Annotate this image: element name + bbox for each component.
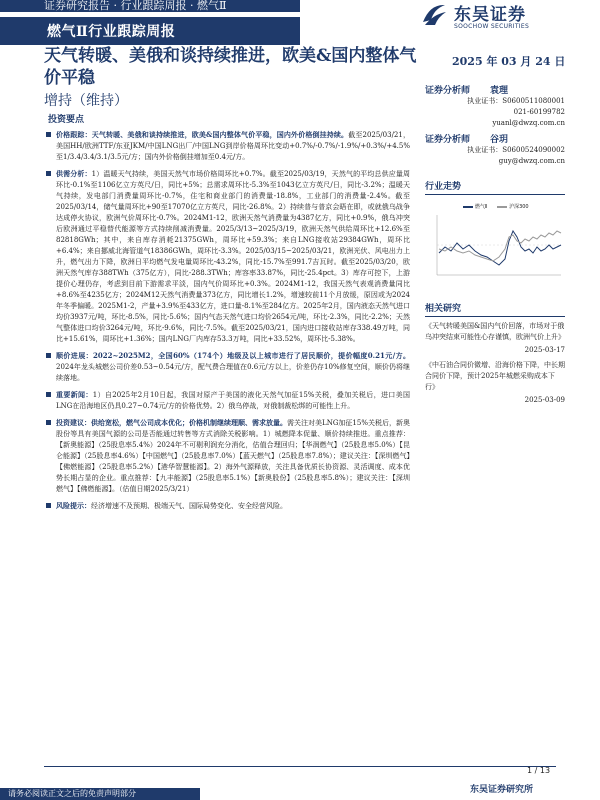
bullet-head: 价格跟踪：天气转暖、美俄和谈持续推进，欧美&国内整体气价平稳，国内外价格倒挂持续。 xyxy=(56,130,349,139)
report-date: 2025 年 03 月 24 日 xyxy=(452,55,566,68)
bullet-body: 1）温暖天气持续，美国天然气市场价格周环比+0.7%。截至2025/03/19，天然气的平均总供应量周环比-0.1%至1106亿立方英尺/日，同比+5%；总需求周环比-5.3%至1043亿立方英尺/日，同比-3.2%；温暖天气持续，发电部门消费量周环比-0.7%，住宅和商业部门的消费量-18.8%，工业部门的消费量-2.4%。截至2025/03/14，储气量周环比+90至17070亿立方英尺，同比-26.8%。2）持续普与普京会晤在即，或就俄乌战争达成停火协议，欧洲气价周环比-0.7%。2024M1-12，欧洲天然气消费量为4387亿方，同比+0.9%，俄乌冲突后欧洲通过平稳替代能源等方式持续削减消费量。2025/3/13~2025/3/19，欧洲天然气供给周环比+12.6%至82818GWh；其中，来自库存消耗21375GWh，周环比+59.3%；来自LNG接收站29384GWh，周环比+6.4%；来自挪威北海管道气18386GWh，周环比-3.3%。2025/03/15~2025/03/21，欧洲光伏、风电出力上升，燃气出力下降，欧洲日平均燃气发电量周环比-43.2%，同比-15.7%至991.7吉瓦时。截至2025/03/20，欧洲天然气库存388TWh（375亿方），同比-288.3TWh；库容率33.87%，同比-25.4pct。3）库存可控下，上游提价心理仍存，考虑到目前下游需求平淡，国内气价周环比+0.3%。2024M1-12，我国天然气表观消费量同比+8.6%至4235亿方；2024M12天然气消费量373亿方，同比增长1.2%，增速较前11个月放缓，原因或为2024年冬季偏暖。2025M1-2，产量+3.9%至433亿方，进口量-8.1%至284亿方。2025年2月，国内液态天然气进口均价3937元/吨，环比-8.5%，同比-5.6%；国内气态天然气进口均价2654元/吨，环比-2.3%，同比-2.2%；天然气整体进口均价3264元/吨，环比-9.6%，同比-7.5%。截至2025/03/21，国内进口接收站库存338.49万吨，同比+15.61%，周环比+1.36%；国内LNG厂内库存53.3万吨，同比+33.52%，周环比-5.38%。 xyxy=(56,170,411,343)
trend-legend xyxy=(463,203,537,210)
key-points-section xyxy=(44,112,410,517)
report-type-bar xyxy=(0,17,300,45)
analyst-1-email: yuanl@dwzq.com.cn xyxy=(492,119,565,127)
bullet-head: 重要新闻： xyxy=(56,390,93,399)
bullet-square-icon xyxy=(46,420,51,425)
legend-swatch xyxy=(463,206,473,208)
related-report-2-date: 2025-03-09 xyxy=(524,396,565,404)
analyst-1-phone: 021-60199782 xyxy=(513,108,565,116)
analyst-2-cert: 执业证书：S0600524090002 xyxy=(467,146,565,154)
disclaimer-banner[interactable]: 请务必阅读正文之后的免责声明部分 xyxy=(0,788,200,800)
bullet-head: 投资建议：供给宽松，燃气公司成本优化；价格机制继续理顺、需求放量。 xyxy=(56,418,288,427)
bullet-risk-warning xyxy=(44,500,410,512)
bullet-body: 截至2025/03/21，美国HH/欧洲TTF/东亚JKM/中国LNG出厂/中国LNG到岸价格周环比变动+0.7%/-0.7%/-1.9%/+0.3%/+4.5%至1/3.4/3.4/3.1/3.5元/方；国内外价格倒挂增加至0.4元/方。 xyxy=(56,131,410,161)
bullet-important-news xyxy=(44,389,410,412)
report-type-label: 燃气Ⅱ行业跟踪周报 xyxy=(47,24,176,40)
index-trend-line xyxy=(439,231,561,261)
bullet-head: 供需分析： xyxy=(56,169,92,178)
company-logo xyxy=(412,0,572,40)
key-points-label: 投资要点 xyxy=(48,115,85,125)
bullet-body: 1）自2025年2月10日起，我国对原产于美国的液化天然气加征15%关税，叠加关税后，进口美国LNG在沿海地区仍具0.27~0.74元/方的价格优势。2）俄乌停战，对俄制裁松绑的可能性上升。 xyxy=(56,391,411,410)
related-report-1[interactable]: 《天气转暖美国&国内气价回落，市场对于俄乌冲突结束可能性心存谨慎，欧洲气价上升》 xyxy=(425,322,565,341)
footer-divider xyxy=(44,766,556,767)
legend-label: 燃气Ⅱ xyxy=(475,204,488,210)
logo-mark-icon xyxy=(420,0,448,28)
analyst-role: 证券分析师 xyxy=(425,86,471,96)
report-title: 天气转暖、美俄和谈持续推进，欧美&国内整体气价平稳 xyxy=(44,46,417,88)
legend-item-index xyxy=(497,203,529,210)
trend-chart xyxy=(425,201,565,289)
analyst-1-heading xyxy=(425,83,565,96)
bullet-investment-advice xyxy=(44,417,410,495)
report-category-strip: 证券研究报告 · 行业跟踪周报 · 燃气Ⅱ xyxy=(0,0,300,12)
footer-org: 东吴证券研究所 xyxy=(470,785,534,795)
bullet-price-tracking xyxy=(44,129,410,163)
legend-swatch xyxy=(497,206,507,208)
legend-item-sector xyxy=(463,203,487,210)
bullet-square-icon xyxy=(46,353,51,358)
bullet-square-icon xyxy=(46,171,51,176)
report-rating: 增持（维持） xyxy=(44,93,128,109)
bullet-square-icon xyxy=(46,392,51,397)
bullet-pricing-progress xyxy=(44,350,410,384)
bullet-body: 需关注对美LNG加征15%关税后，新奥股份等具有美国气源的公司是否能通过转售等方式消除关税影响。1）城燃降本促量、顺价持续推进。重点推荐：【新奥能源】（25股息率5.4%）2024年不可剔利润充分消化，估值合理回归；【华润燃气】（25股息率5.0%）【昆仑能源】（25股息率4.6%）【中国燃气】（25股息率7.0%）【蓝天燃气】（25股息率7.8%）；建议关注：【深圳燃气】【佛燃能源】（25股息率5.2%）【港华智慧能源】。2）海外气源释放，关注具备优质长协资源、灵活调度、成本优势长期占显的企业。重点推荐：【九丰能源】（25股息率5.1%）【新奥股份】（25股息率5.8%）；建议关注：【深圳燃气】【佛燃能源】。（估值日期2025/3/21） xyxy=(56,419,410,493)
trend-heading: 行业走势 xyxy=(425,179,565,195)
analyst-2-email: guy@dwzq.com.cn xyxy=(498,157,565,165)
analyst-1-cert: 执业证书：S0600511080001 xyxy=(467,97,565,105)
bullet-body: 经济增速不及预期、极端天气、国际局势变化、安全经营风险。 xyxy=(91,502,287,510)
analyst-2-heading xyxy=(425,132,565,145)
related-report-1-date: 2025-03-17 xyxy=(524,346,565,354)
bullet-supply-demand xyxy=(44,168,410,345)
page-number: 1 / 13 xyxy=(527,766,551,775)
related-heading: 相关研究 xyxy=(425,301,565,317)
logo-en-text: SOOCHOW SECURITIES xyxy=(454,23,530,30)
bullet-head: 顺价进展：2022~2025M2，全国60%（174个）地级及以上城市进行了居民顺价，提价幅度0.21元/方。 xyxy=(56,351,410,360)
bullet-square-icon xyxy=(46,503,51,508)
legend-label: 沪深300 xyxy=(509,204,529,210)
bullet-square-icon xyxy=(46,132,51,137)
analyst-role: 证券分析师 xyxy=(425,135,471,145)
trend-plot xyxy=(425,201,565,289)
analyst-name: 袁理 xyxy=(490,86,509,96)
bullet-head: 风险提示： xyxy=(56,501,91,510)
logo-cn-text: 东吴证券 xyxy=(454,5,526,25)
analyst-name: 谷玥 xyxy=(490,135,509,145)
sidebar xyxy=(425,80,565,406)
bullet-body: 2024年龙头城燃公司价差0.53~0.54元/方，配气费合理值在0.6元/方以上，价差仍存10%修复空间，顺价仍将继续落地。 xyxy=(56,363,410,382)
related-report-2[interactable]: 《中石油合同价微增、沿海价格下降，中长期合同价下降，预计2025年城燃采购成本下行》 xyxy=(425,361,565,391)
